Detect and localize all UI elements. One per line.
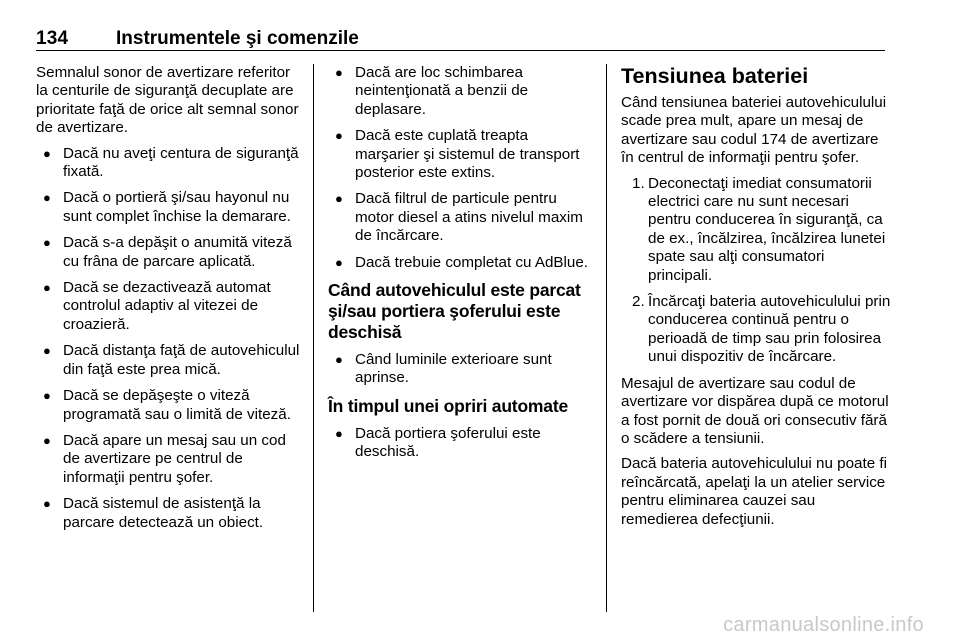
battery-paragraph: Mesajul de avertizare sau codul de avertizare vor dispărea după ce motorul a fost pornit de două ori consecutiv fără o scădere a tensiunii. (621, 374, 889, 447)
list-item: ● Dacă se dezactivează automat controlul adaptiv al vitezei de croazieră. (43, 279, 271, 333)
bullet-icon: ● (335, 65, 343, 80)
bullet-icon: ● (335, 128, 343, 144)
battery-intro: Când tensiunea bateriei autovehiculului scade prea mult, apare un mesaj de avertizare sau codul 174 de avertizare în centrul de informaţii pentru şofer. (621, 94, 887, 167)
step-number: 2. (632, 293, 645, 311)
bullet-icon: ● (43, 343, 51, 359)
list-item: ● Dacă portiera şoferului este deschisă. (335, 424, 541, 461)
page-number: 134 (36, 28, 69, 49)
column-left (36, 64, 302, 540)
list-item: ● Când luminile exterioare sunt aprinse. (335, 351, 552, 387)
list-item: ● Dacă trebuie completat cu AdBlue. (335, 253, 589, 271)
bullet-icon: ● (43, 190, 51, 206)
column-right (621, 64, 891, 536)
parked-warning-list (328, 351, 592, 388)
battery-steps (621, 175, 891, 367)
column-divider (606, 64, 607, 612)
bullet-icon: ● (335, 191, 343, 207)
list-item: ● Dacă se depăşeşte o viteză programată sau o limită de viteză. (43, 387, 291, 423)
warning-list-continued (328, 64, 592, 272)
warning-list (36, 145, 302, 532)
list-item: ● Dacă sistemul de asistenţă la parcare detectează un obiect. (43, 495, 264, 531)
page-title: Instrumentele şi comenzile (116, 28, 359, 49)
bullet-icon: ● (43, 496, 51, 512)
bullet-icon: ● (43, 280, 51, 296)
bullet-icon: ● (43, 235, 51, 251)
list-item: ● Dacă apare un mesaj sau un cod de avertizare pe centrul de informaţii pentru şofer. (43, 431, 286, 486)
step-number: 1. (632, 174, 645, 192)
list-item: ● Dacă nu aveţi centura de siguranţă fixată. (43, 144, 299, 181)
bullet-icon: ● (43, 145, 51, 161)
column-middle (328, 64, 592, 470)
list-item: ● Dacă este cuplată treapta marşarier şi sistemul de transport posterior este extins. (335, 127, 580, 182)
bullet-icon: ● (43, 432, 51, 448)
step-item: 1. Deconectaţi imediat consumatorii electrici care nu sunt necesari pentru conducerea în siguranţă, ca de ex., încălzirea, încălzirea lunetei spate sau alţi consumatori principali. (632, 174, 886, 284)
autostop-warning-list (328, 425, 592, 462)
list-item: ● Dacă are loc schimbarea neintenţionată a benzii de deplasare. (335, 64, 529, 118)
bullet-icon: ● (335, 254, 343, 270)
step-item: 2. Încărcaţi bateria autovehiculului prin conducerea continuă pentru o perioadă de timp sau prin folosirea unui dispozitiv de încărcare. (632, 293, 891, 366)
list-item: ● Dacă o portieră şi/sau hayonul nu sunt complet închise la demarare. (43, 189, 291, 225)
list-item: ● Dacă s-a depăşit o anumită viteză cu frâna de parcare aplicată. (43, 234, 292, 270)
column-divider (313, 64, 314, 612)
watermark: carmanualsonline.info (723, 614, 924, 636)
bullet-icon: ● (335, 352, 343, 368)
page-header (36, 28, 885, 51)
list-item: ● Dacă filtrul de particule pentru motor diesel a atins nivelul maxim de încărcare. (335, 190, 583, 245)
battery-paragraph: Dacă bateria autovehiculului nu poate fi reîncărcată, apelaţi la un atelier service pentru eliminarea cauzei sau remedierea defecţiunii. (621, 455, 887, 528)
section-heading-autostop: În timpul unei opriri automate (328, 395, 568, 416)
list-item: ● Dacă distanţa faţă de autovehiculul din faţă este prea mică. (43, 342, 300, 378)
bullet-icon: ● (335, 425, 343, 441)
section-title-battery: Tensiunea bateriei (621, 64, 809, 88)
bullet-icon: ● (43, 388, 51, 404)
intro-paragraph: Semnalul sonor de avertizare referitor la centurile de siguranţă decuplate are prioritate faţă de orice alt semnal sonor de avertizare. (36, 64, 299, 137)
section-heading-parked: Când autovehiculul este parcat şi/sau portiera şoferului este deschisă (328, 280, 581, 343)
